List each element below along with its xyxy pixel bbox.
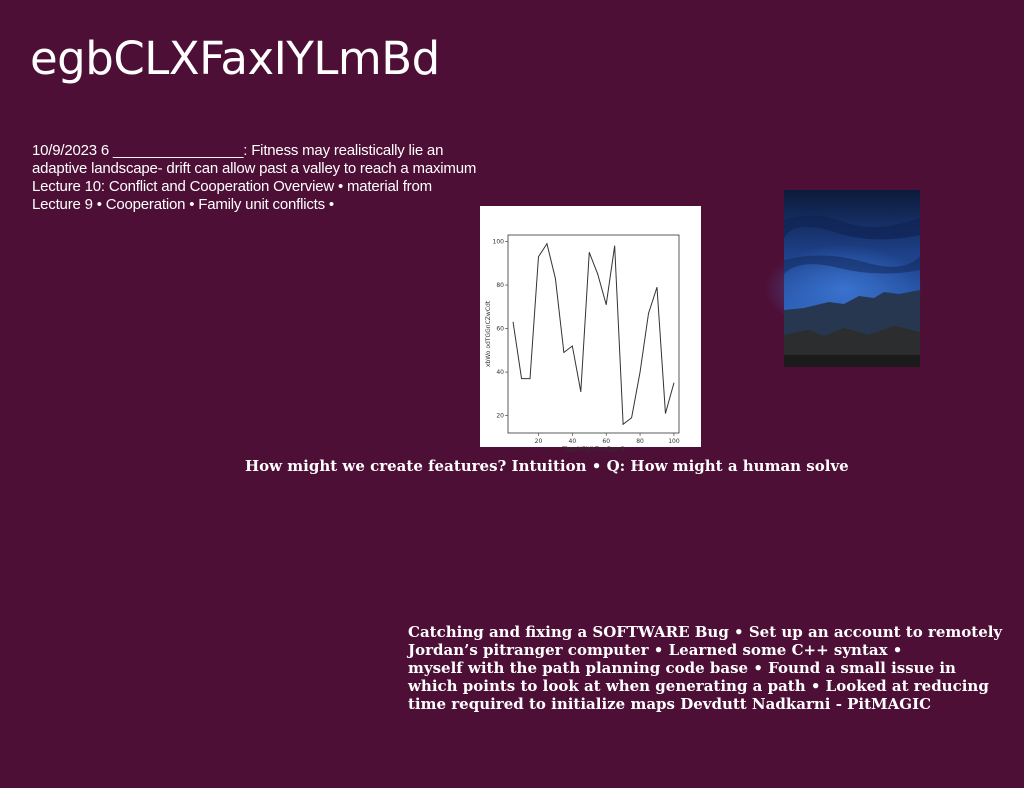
night-sky-image xyxy=(784,190,920,367)
text-line: Jordan’s pitranger computer • Learned some C++ syntax • xyxy=(408,641,903,659)
data-point xyxy=(530,378,531,379)
data-point xyxy=(674,383,675,384)
page-title: egbCLXFaxIYLmBd xyxy=(30,32,440,85)
line-chart-figure xyxy=(480,206,701,453)
y-tick-label: 100 xyxy=(492,238,504,246)
data-point xyxy=(623,424,624,425)
data-point xyxy=(538,256,539,257)
y-tick-label: 60 xyxy=(496,325,504,333)
data-point xyxy=(640,372,641,373)
data-point xyxy=(555,278,556,279)
x-tick-label: 20 xyxy=(534,438,543,445)
line-chart xyxy=(480,206,701,453)
x-tick-label: 40 xyxy=(568,438,577,445)
plot-area-frame xyxy=(508,235,679,433)
data-point xyxy=(521,378,522,379)
night-sky-photo xyxy=(784,190,920,367)
x-tick-label: 80 xyxy=(636,438,644,445)
y-tick-label: 80 xyxy=(496,282,504,290)
data-point xyxy=(631,417,632,418)
y-axis-ticks xyxy=(493,239,508,420)
data-point xyxy=(513,322,514,323)
text-line: myself with the path planning code base • Found a small issue in xyxy=(408,659,956,677)
data-point xyxy=(614,245,615,246)
y-tick-label: 20 xyxy=(496,412,504,420)
data-point xyxy=(589,252,590,253)
x-tick-label: 60 xyxy=(602,438,611,445)
data-point xyxy=(606,304,607,305)
features-caption: How might we create features? Intuition • Q: How might a human solve xyxy=(245,457,849,475)
y-axis-label: xbWo odTGGnCZwCdt xyxy=(485,300,492,368)
text-line: time required to initialize maps Devdutt Nadkarni - PitMAGIC xyxy=(408,695,932,713)
data-point xyxy=(597,274,598,275)
data-point xyxy=(648,313,649,314)
data-point xyxy=(563,352,564,353)
x-axis-ticks xyxy=(535,433,680,445)
text-line: which points to look at when generating a path • Looked at reducing xyxy=(408,677,989,695)
data-point xyxy=(657,287,658,288)
data-point xyxy=(580,391,581,392)
software-bug-text-block xyxy=(408,623,1024,713)
y-tick-label: 40 xyxy=(496,369,504,377)
data-point xyxy=(572,346,573,347)
text-line: Catching and fixing a SOFTWARE Bug • Set up an account to remotely xyxy=(408,623,1003,641)
series-group xyxy=(513,243,675,424)
series-line xyxy=(513,244,674,425)
x-axis-label: ThqzIYFjXhTmrDyo B xyxy=(562,446,625,453)
data-point xyxy=(665,413,666,414)
x-tick-label: 100 xyxy=(668,438,680,445)
lecture-text-block: 10/9/2023 6 ________________: Fitness may realistically lie an adaptive landscape- drift can allow past a valley to reach a maximum Lecture 10: Conflict and Cooperation Overview • material from Lecture 9 • Cooperation • Family unit conflicts • xyxy=(32,142,477,213)
data-point xyxy=(547,243,548,244)
